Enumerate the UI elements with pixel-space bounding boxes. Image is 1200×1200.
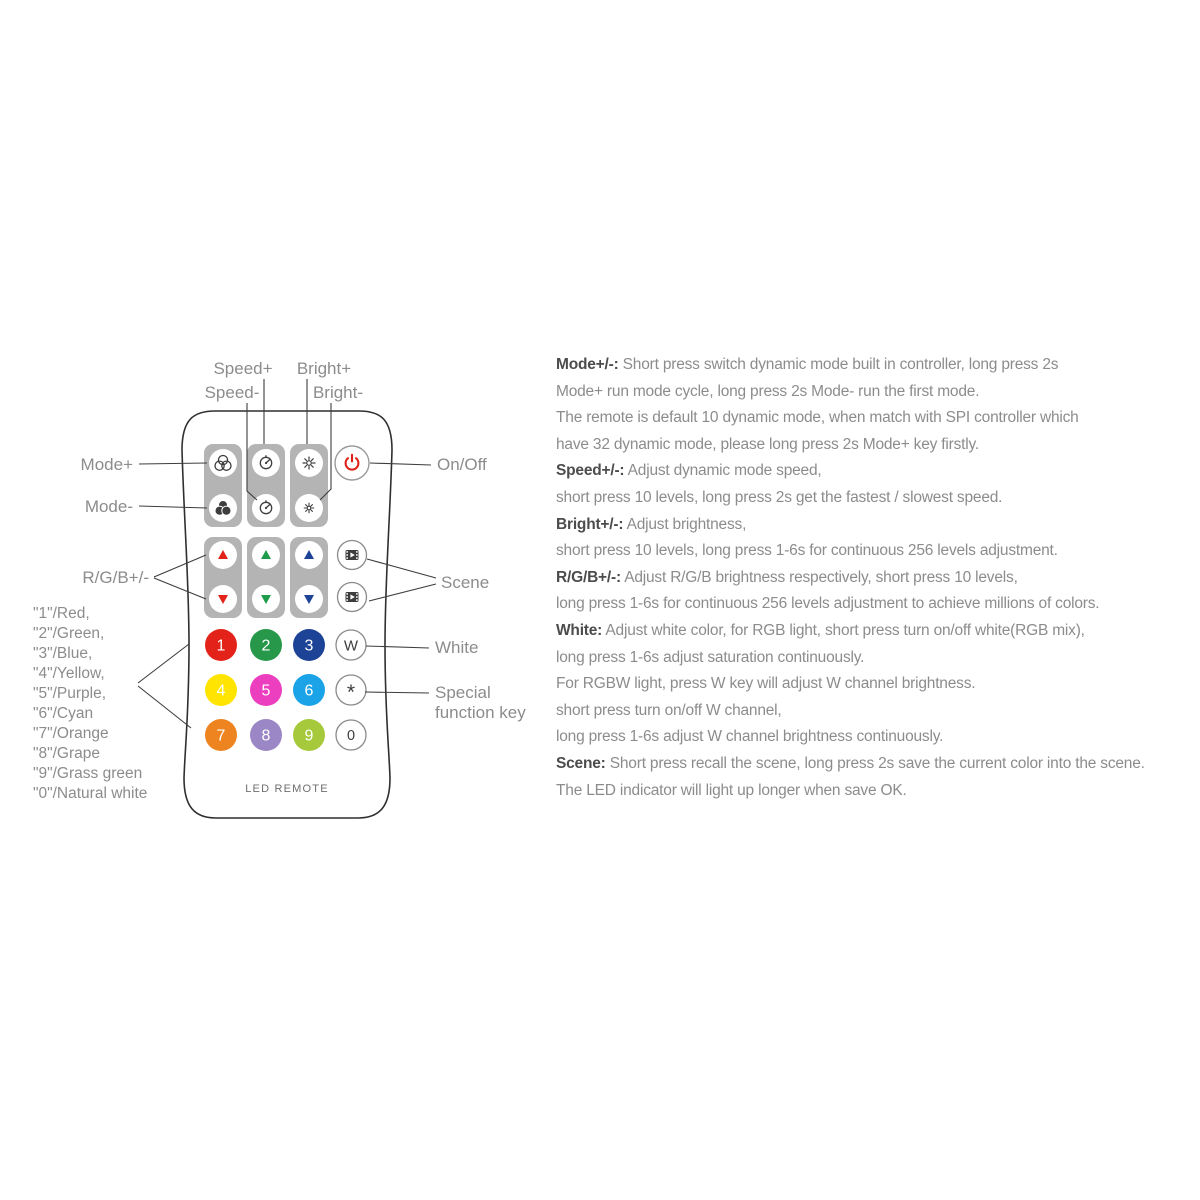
legend-item: "9"/Grass green xyxy=(33,765,143,782)
description-line: long press 1-6s adjust W channel brightness continuously. xyxy=(556,728,944,746)
scene-button-2 xyxy=(338,583,367,612)
legend-item: "1"/Red, xyxy=(33,605,90,622)
instructions-text xyxy=(556,352,1145,804)
bright-minus-button xyxy=(295,494,323,522)
remote-diagram xyxy=(0,340,550,820)
power-button xyxy=(335,446,369,480)
description-line: The remote is default 10 dynamic mode, when match with SPI controller which xyxy=(556,409,1079,427)
legend-item: "6"/Cyan xyxy=(33,705,94,722)
special-function-key-label: * xyxy=(346,681,356,704)
description-line: Mode+/-: Short press switch dynamic mode built in controller, long press 2s xyxy=(556,356,1059,373)
device-label: LED REMOTE xyxy=(245,783,329,795)
callout-speed-plus: Speed+ xyxy=(213,359,273,378)
callout-special-line2: function key xyxy=(435,703,526,722)
description-line: Bright+/-: Adjust brightness, xyxy=(556,515,747,533)
scene-icon xyxy=(346,592,359,602)
key-2-label: 2 xyxy=(261,637,271,655)
scene-button-1 xyxy=(338,541,367,570)
callout-mode-minus: Mode- xyxy=(84,497,133,516)
description-line: R/G/B+/-: Adjust R/G/B brightness respectively, short press 10 levels, xyxy=(556,568,1018,586)
description-line: Mode+ run mode cycle, long press 2s Mode- run the first mode. xyxy=(556,382,980,400)
callout-on-off: On/Off xyxy=(437,455,487,474)
key-5-label: 5 xyxy=(261,682,271,700)
key-6-label: 6 xyxy=(304,682,314,700)
scene-icon xyxy=(346,550,359,560)
key-9-label: 9 xyxy=(304,727,314,745)
legend-item: "7"/Orange xyxy=(33,725,109,742)
callout-mode-plus: Mode+ xyxy=(80,455,133,474)
callout-rgb: R/G/B+/- xyxy=(82,568,149,587)
key-8-label: 8 xyxy=(261,727,271,745)
zero-key-label: 0 xyxy=(346,728,356,744)
key-1-label: 1 xyxy=(216,637,226,655)
callout-bright-minus: Bright- xyxy=(312,383,364,402)
key-4-label: 4 xyxy=(216,682,226,700)
bright-plus-button xyxy=(295,449,323,477)
legend-item: "0"/Natural white xyxy=(33,785,148,802)
digit-legend xyxy=(33,605,147,802)
description-line: long press 1-6s adjust saturation continuously. xyxy=(556,648,865,666)
legend-item: "4"/Yellow, xyxy=(33,665,105,682)
description-line: short press turn on/off W channel, xyxy=(556,701,782,719)
description-line: Speed+/-: Adjust dynamic mode speed, xyxy=(556,462,822,480)
digit-keys xyxy=(205,629,325,751)
key-3-label: 3 xyxy=(304,637,314,655)
legend-item: "2"/Green, xyxy=(33,625,105,642)
legend-item: "3"/Blue, xyxy=(33,645,93,662)
description-line: short press 10 levels, long press 1-6s for continuous 256 levels adjustment. xyxy=(556,542,1058,560)
callout-special-line1: Special xyxy=(435,683,491,702)
description-line: The LED indicator will light up longer when save OK. xyxy=(556,781,907,799)
callout-scene: Scene xyxy=(441,573,490,592)
description-line: long press 1-6s for continuous 256 levels adjustment to achieve millions of colors. xyxy=(556,595,1100,613)
callout-bright-plus: Bright+ xyxy=(296,359,352,378)
description-line: For RGBW light, press W key will adjust W channel brightness. xyxy=(556,675,976,693)
description-line: Scene: Short press recall the scene, long press 2s save the current color into the scene. xyxy=(556,754,1145,772)
callout-white: White xyxy=(435,638,479,657)
description-line: short press 10 levels, long press 2s get the fastest / slowest speed. xyxy=(556,488,1003,506)
key-7-label: 7 xyxy=(216,727,226,745)
callout-speed-minus: Speed- xyxy=(204,383,260,402)
white-key-label: W xyxy=(343,637,359,655)
description-line: have 32 dynamic mode, please long press 2s Mode+ key firstly. xyxy=(556,435,980,453)
legend-item: "8"/Grape xyxy=(33,745,101,762)
legend-item: "5"/Purple, xyxy=(33,685,107,702)
description-line: White: Adjust white color, for RGB light, short press turn on/off white(RGB mix), xyxy=(556,621,1085,639)
